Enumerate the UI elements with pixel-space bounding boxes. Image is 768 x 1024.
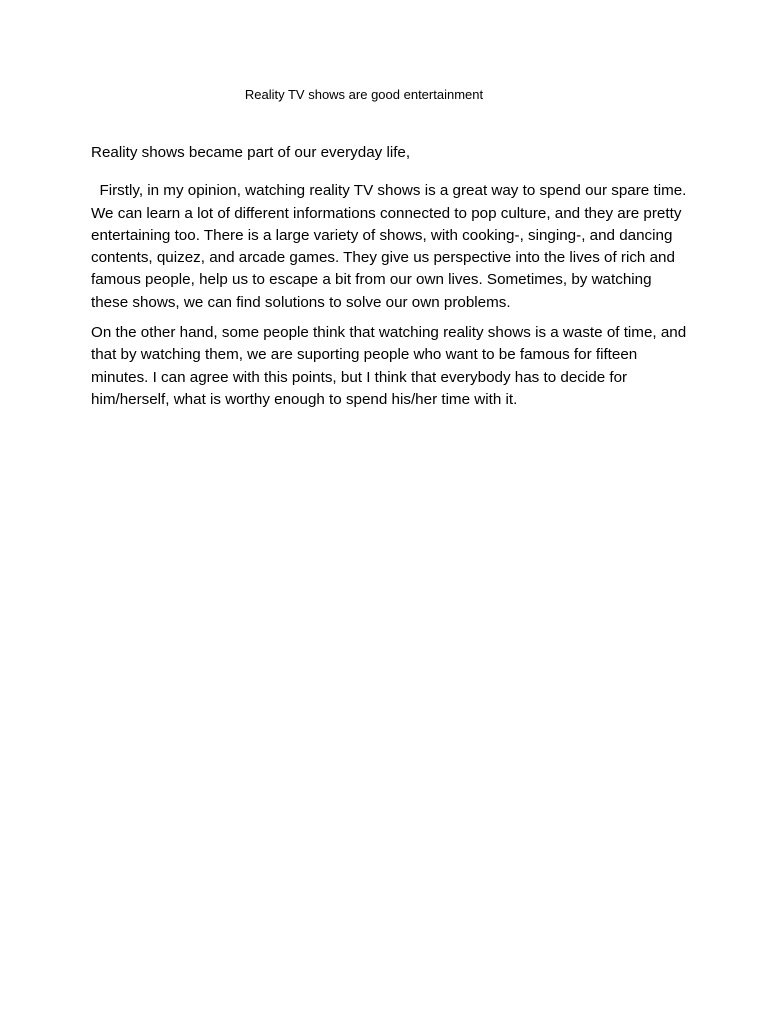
paragraph-1: Firstly, in my opinion, watching reality TV shows is a great way to spend our spare time. We can learn a lot of different informations connected to pop culture, and they are pretty entertaining too. There is a large variety of shows, with cooking-, singing-, and dancing contents, quizez, and arcade games. They give us perspective into the lives of rich and famous people, help us to escape a bit from our own lives. Sometimes, by watching these shows, we can find solutions to solve our own problems. [91,182,691,311]
paragraph-2: On the other hand, some people think that watching reality shows is a waste of time, and that by watching them, we are suporting people who want to be famous for fifteen minutes. I can agree with this points, but I think that everybody has to decide for him/herself, what is worthy enough to spend his/her time with it. [91,324,687,408]
document-title: Reality TV shows are good entertainment [244,87,484,102]
opening-sentence: Reality shows became part of our everyday life, [91,144,411,161]
document-body [91,142,691,411]
